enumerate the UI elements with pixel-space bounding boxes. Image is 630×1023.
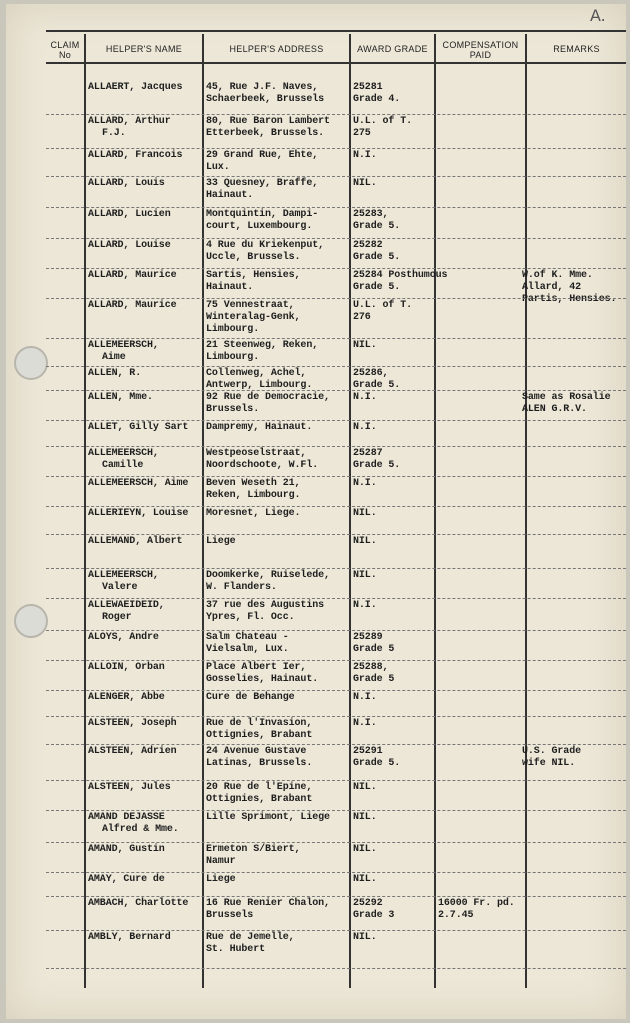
address-cell: Brussels (206, 910, 254, 921)
address-cell: Hainaut. (206, 190, 254, 201)
award-cell: N.I. (353, 422, 377, 433)
ledger-page (6, 4, 626, 1019)
address-cell: Sartis, Hensies, (206, 270, 301, 281)
award-cell: Grade 4. (353, 94, 401, 105)
row-rule (46, 930, 626, 931)
name-cell: ALLEMAND, Albert (88, 536, 183, 547)
header-address: HELPER'S ADDRESS (229, 44, 324, 54)
award-cell: 25292 (353, 898, 383, 909)
column-divider (202, 34, 204, 988)
remarks-cell: Same as Rosalie (522, 392, 611, 403)
address-cell: 20 Rue de l'Epine, (206, 782, 313, 793)
address-cell: 21 Steenweg, Reken, (206, 340, 319, 351)
address-cell: Rue de Jemelle, (206, 932, 295, 943)
name-cell: ALSTEEN, Adrien (88, 746, 177, 757)
row-rule (46, 366, 626, 367)
name-cell: ALENGER, Abbe (88, 692, 165, 703)
name-cell: AMAY, Cure de (88, 874, 165, 885)
remarks-cell: ALEN G.R.V. (522, 404, 587, 415)
name-cell: ALLEMEERSCH, (88, 448, 159, 459)
award-cell: Grade 5. (353, 221, 401, 232)
row-rule (46, 660, 626, 661)
address-cell: Cure de Behange (206, 692, 295, 703)
name-cell: ALLARD, Maurice (88, 300, 177, 311)
address-cell: Brussels. (206, 404, 260, 415)
column-divider (84, 34, 86, 988)
address-cell: Ypres, Fl. Occ. (206, 612, 295, 623)
award-cell: NIL. (353, 508, 377, 519)
row-rule (46, 690, 626, 691)
address-cell: Place Albert Ier, (206, 662, 307, 673)
address-cell: Winteralag-Genk, (206, 312, 301, 323)
address-cell: Moresnet, Liege. (206, 508, 301, 519)
row-rule (46, 780, 626, 781)
address-cell: 75 Vennestraat, (206, 300, 295, 311)
column-divider (525, 34, 527, 988)
name-cell: ALLARD, Arthur (88, 116, 171, 127)
award-cell: 276 (353, 312, 371, 323)
award-cell: NIL. (353, 536, 377, 547)
row-rule (46, 568, 626, 569)
award-cell: 25282 (353, 240, 383, 251)
remarks-cell: W.of K. Mme. (522, 270, 593, 281)
award-cell: Grade 5. (353, 252, 401, 263)
address-cell: Uccle, Brussels. (206, 252, 301, 263)
remarks-cell: Allard, 42 (522, 282, 582, 293)
address-cell: Etterbeek, Brussels. (206, 128, 325, 139)
name-cell: ALLEMEERSCH, Aime (88, 478, 189, 489)
address-cell: Schaerbeek, Brussels (206, 94, 325, 105)
header-award: AWARD GRADE (357, 44, 428, 54)
award-cell: 25281 (353, 82, 383, 93)
top-rule (46, 30, 626, 32)
name-cell: ALOYS, Andre (88, 632, 159, 643)
row-rule (46, 872, 626, 873)
punch-hole-icon (14, 346, 48, 380)
name-cell: ALLARD, Louis (88, 178, 165, 189)
award-cell: N.I. (353, 718, 377, 729)
award-cell: NIL. (353, 570, 377, 581)
address-cell: Beven Weseth 21, (206, 478, 301, 489)
name-cell: Alfred & Mme. (102, 824, 179, 835)
row-rule (46, 114, 626, 115)
header-name: HELPER'S NAME (105, 44, 183, 54)
award-cell: Grade 5 (353, 674, 395, 685)
address-cell: Dampremy, Hainaut. (206, 422, 313, 433)
name-cell: Aime (102, 352, 126, 363)
address-cell: Limbourg. (206, 352, 260, 363)
award-cell: N.I. (353, 692, 377, 703)
address-cell: 4 Rue du Kriekenput, (206, 240, 325, 251)
address-cell: Westpeoselstraat, (206, 448, 307, 459)
name-cell: Camille (102, 460, 144, 471)
award-cell: 25287 (353, 448, 383, 459)
address-cell: Rue de l'Invasion, (206, 718, 313, 729)
award-cell: 25291 (353, 746, 383, 757)
award-cell: NIL. (353, 812, 377, 823)
address-cell: Lille Sprimont, Liege (206, 812, 330, 823)
address-cell: 29 Grand Rue, Ehte, (206, 150, 319, 161)
comp-cell: 16000 Fr. pd. (438, 898, 515, 909)
row-rule (46, 338, 626, 339)
address-cell: 45, Rue J.F. Naves, (206, 82, 319, 93)
award-cell: Grade 3 (353, 910, 395, 921)
name-cell: AMBLY, Bernard (88, 932, 171, 943)
address-cell: Liege (206, 874, 236, 885)
name-cell: AMAND DEJASSE (88, 812, 165, 823)
address-cell: Limbourg. (206, 324, 260, 335)
name-cell: ALSTEEN, Jules (88, 782, 171, 793)
row-rule (46, 446, 626, 447)
award-cell: NIL. (353, 340, 377, 351)
name-cell: ALLEN, Mme. (88, 392, 153, 403)
name-cell: ALLOIN, Orban (88, 662, 165, 673)
award-cell: N.I. (353, 150, 377, 161)
address-cell: Hainaut. (206, 282, 254, 293)
row-rule (46, 842, 626, 843)
row-rule (46, 176, 626, 177)
address-cell: Reken, Limbourg. (206, 490, 301, 501)
punch-hole-icon (14, 604, 48, 638)
address-cell: 80, Rue Baron Lambert (206, 116, 330, 127)
row-rule (46, 744, 626, 745)
address-cell: Collenweg, Achel, (206, 368, 307, 379)
row-rule (46, 630, 626, 631)
header-remarks: REMARKS (553, 44, 600, 54)
name-cell: ALLET, Gilly Sart (88, 422, 189, 433)
row-rule (46, 716, 626, 717)
name-cell: ALSTEEN, Joseph (88, 718, 177, 729)
column-divider (434, 34, 436, 988)
name-cell: ALLAERT, Jacques (88, 82, 183, 93)
address-cell: Latinas, Brussels. (206, 758, 313, 769)
address-cell: court, Luxembourg. (206, 221, 313, 232)
award-cell: NIL. (353, 932, 377, 943)
name-cell: AMAND, Gustin (88, 844, 165, 855)
row-rule (46, 148, 626, 149)
address-cell: Namur (206, 856, 236, 867)
remarks-cell: U.S. Grade (522, 746, 582, 757)
award-cell: N.I. (353, 392, 377, 403)
address-cell: Vielsalm, Lux. (206, 644, 289, 655)
name-cell: ALLERIEYN, Louise (88, 508, 189, 519)
award-cell: 25286, (353, 368, 389, 379)
row-rule (46, 598, 626, 599)
row-rule (46, 810, 626, 811)
award-cell: U.L. of T. (353, 116, 413, 127)
name-cell: ALLEMEERSCH, (88, 570, 159, 581)
address-cell: Antwerp, Limbourg. (206, 380, 313, 391)
address-cell: Lux. (206, 162, 230, 173)
address-cell: Doomkerke, Ruiselede, (206, 570, 330, 581)
name-cell: ALLEWAEIDEID, (88, 600, 165, 611)
address-cell: Montquintin, Dampi- (206, 209, 319, 220)
address-cell: Gosselies, Hainaut. (206, 674, 319, 685)
address-cell: 16 Rue Renier Chalon, (206, 898, 330, 909)
name-cell: Valere (102, 582, 138, 593)
remarks-cell: wife NIL. (522, 758, 576, 769)
address-cell: 24 Avenue Gustave (206, 746, 307, 757)
row-rule (46, 207, 626, 208)
award-cell: Grade 5. (353, 380, 401, 391)
award-cell: Grade 5. (353, 460, 401, 471)
award-cell: NIL. (353, 874, 377, 885)
name-cell: ALLARD, Lucien (88, 209, 171, 220)
award-cell: NIL. (353, 178, 377, 189)
remarks-cell: Partis, Hensies. (522, 294, 617, 305)
address-cell: W. Flanders. (206, 582, 277, 593)
name-cell: ALLARD, Maurice (88, 270, 177, 281)
name-cell: ALLARD, Francois (88, 150, 183, 161)
address-cell: Noordschoote, W.Fl. (206, 460, 319, 471)
award-cell: 275 (353, 128, 371, 139)
name-cell: AMBACH, Charlotte (88, 898, 189, 909)
address-cell: Ottignies, Brabant (206, 794, 313, 805)
row-rule (46, 238, 626, 239)
row-rule (46, 534, 626, 535)
row-rule (46, 896, 626, 897)
column-divider (349, 34, 351, 988)
row-rule (46, 390, 626, 391)
row-rule (46, 968, 626, 969)
header-claim: CLAIM No (50, 40, 80, 60)
award-cell: Grade 5. (353, 758, 401, 769)
row-rule (46, 298, 626, 299)
row-rule (46, 420, 626, 421)
award-cell: 25283, (353, 209, 389, 220)
row-rule (46, 268, 626, 269)
comp-cell: 2.7.45 (438, 910, 474, 921)
award-cell: U.L. of T. (353, 300, 413, 311)
name-cell: Roger (102, 612, 132, 623)
award-cell: 25289 (353, 632, 383, 643)
award-cell: 25284 Posthumous (353, 270, 448, 281)
award-cell: Grade 5. (353, 282, 401, 293)
award-cell: Grade 5 (353, 644, 395, 655)
header-rule (46, 62, 626, 64)
award-cell: NIL. (353, 844, 377, 855)
address-cell: 33 Quesney, Braffe, (206, 178, 319, 189)
name-cell: ALLEN, R. (88, 368, 142, 379)
address-cell: Ottignies, Brabant (206, 730, 313, 741)
address-cell: Ermeton S/Biert, (206, 844, 301, 855)
name-cell: ALLARD, Louise (88, 240, 171, 251)
row-rule (46, 476, 626, 477)
award-cell: 25288, (353, 662, 389, 673)
address-cell: Liege (206, 536, 236, 547)
corner-mark: A. (590, 6, 606, 25)
name-cell: ALLEMEERSCH, (88, 340, 159, 351)
row-rule (46, 506, 626, 507)
award-cell: N.I. (353, 478, 377, 489)
name-cell: F.J. (102, 128, 126, 139)
address-cell: 92 Rue de Democracie, (206, 392, 330, 403)
address-cell: Salm Chateau - (206, 632, 289, 643)
address-cell: 37 rue des Augustins (206, 600, 325, 611)
award-cell: NIL. (353, 782, 377, 793)
address-cell: St. Hubert (206, 944, 266, 955)
header-compensation: COMPENSATION PAID (442, 40, 519, 60)
award-cell: N.I. (353, 600, 377, 611)
